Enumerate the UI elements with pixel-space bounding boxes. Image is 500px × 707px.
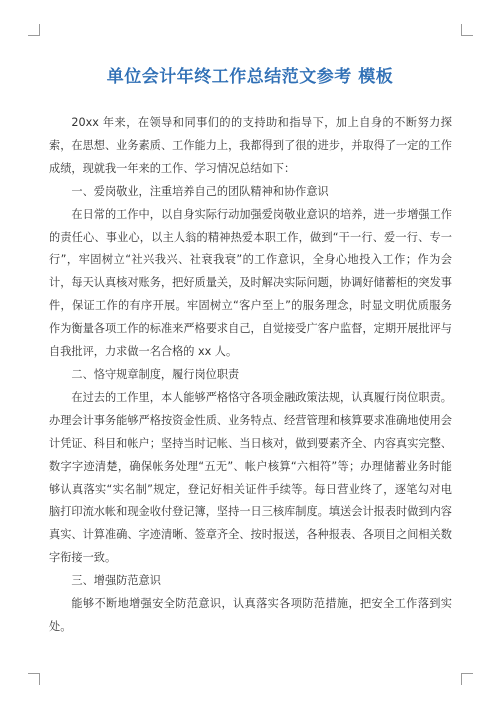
document-title: 单位会计年终工作总结范文参考 模板 [106,67,394,87]
crop-mark-bottom-right [461,673,473,685]
intro-paragraph: 20xx 年来，在领导和同事们的的支持助和指导下，加上自身的不断努力探索，在思想、业务素质、工作能力上，我都得到了很的进步，并取得了一定的工作成绩，现就我一年来的工作、学习情况总结如下： [49,116,452,175]
crop-mark-bottom-left [28,673,40,685]
document-body [49,112,452,639]
crop-mark-top-left [28,24,40,36]
section-heading-1: 一、爱岗敬业，注重培养自己的团队精神和协作意识 [71,184,329,198]
section-heading-2: 二、恪守规章制度，履行岗位职责 [71,367,240,381]
section-paragraph-1: 在日常的工作中，以自身实际行动加强爱岗敬业意识的培养，进一步增强工作的责任心、事业心，以主人翁的精神热爱本职工作，做到“干一行、爱一行、专一行”，牢固树立“社兴我兴、社衰我衰”的工作意识，全身心地投入工作；作为会计，每天认真核对账务，把好质量关，及时解决实际问题，协调好储蓄柜的突发事件，保证工作的有序开展。牢固树立“客户至上”的服务理念，时显文明优质服务作为衡量各项工作的标准来严格要求自己，自觉接受广客户监督，定期开展批评与自我批评，力求做一名合格的 xx 人。 [49,207,452,359]
section-heading-3: 三、增强防范意识 [71,574,161,588]
section-paragraph-3: 能够不断地增强安全防范意识，认真落实各项防范措施，把安全工作落到实处。 [49,597,452,633]
crop-mark-top-right [461,24,473,36]
section-paragraph-2: 在过去的工作里，本人能够严格恪守各项金融政策法规，认真履行岗位职责。办理会计事务能够严格按资金性质、业务特点、经营管理和核算要求准确地使用会计凭证、科目和帐户；坚持当时记帐、当日核对，做到要素齐全、内容真实完整、数字字迹清楚，确保帐务处理“五无”、帐户核算“六相符”等；办理储蓄业务时能够认真落实“实名制”规定，登记好相关证件手续等。每日营业终了，逐笔勾对电脑打印流水帐和现金收付登记簿，坚持一日三核库制度。填送会计报表时做到内容真实、计算准确、字迹清晰、签章齐全、按时报送，各种报表、各项目之间相关数字衔接一致。 [49,390,452,565]
